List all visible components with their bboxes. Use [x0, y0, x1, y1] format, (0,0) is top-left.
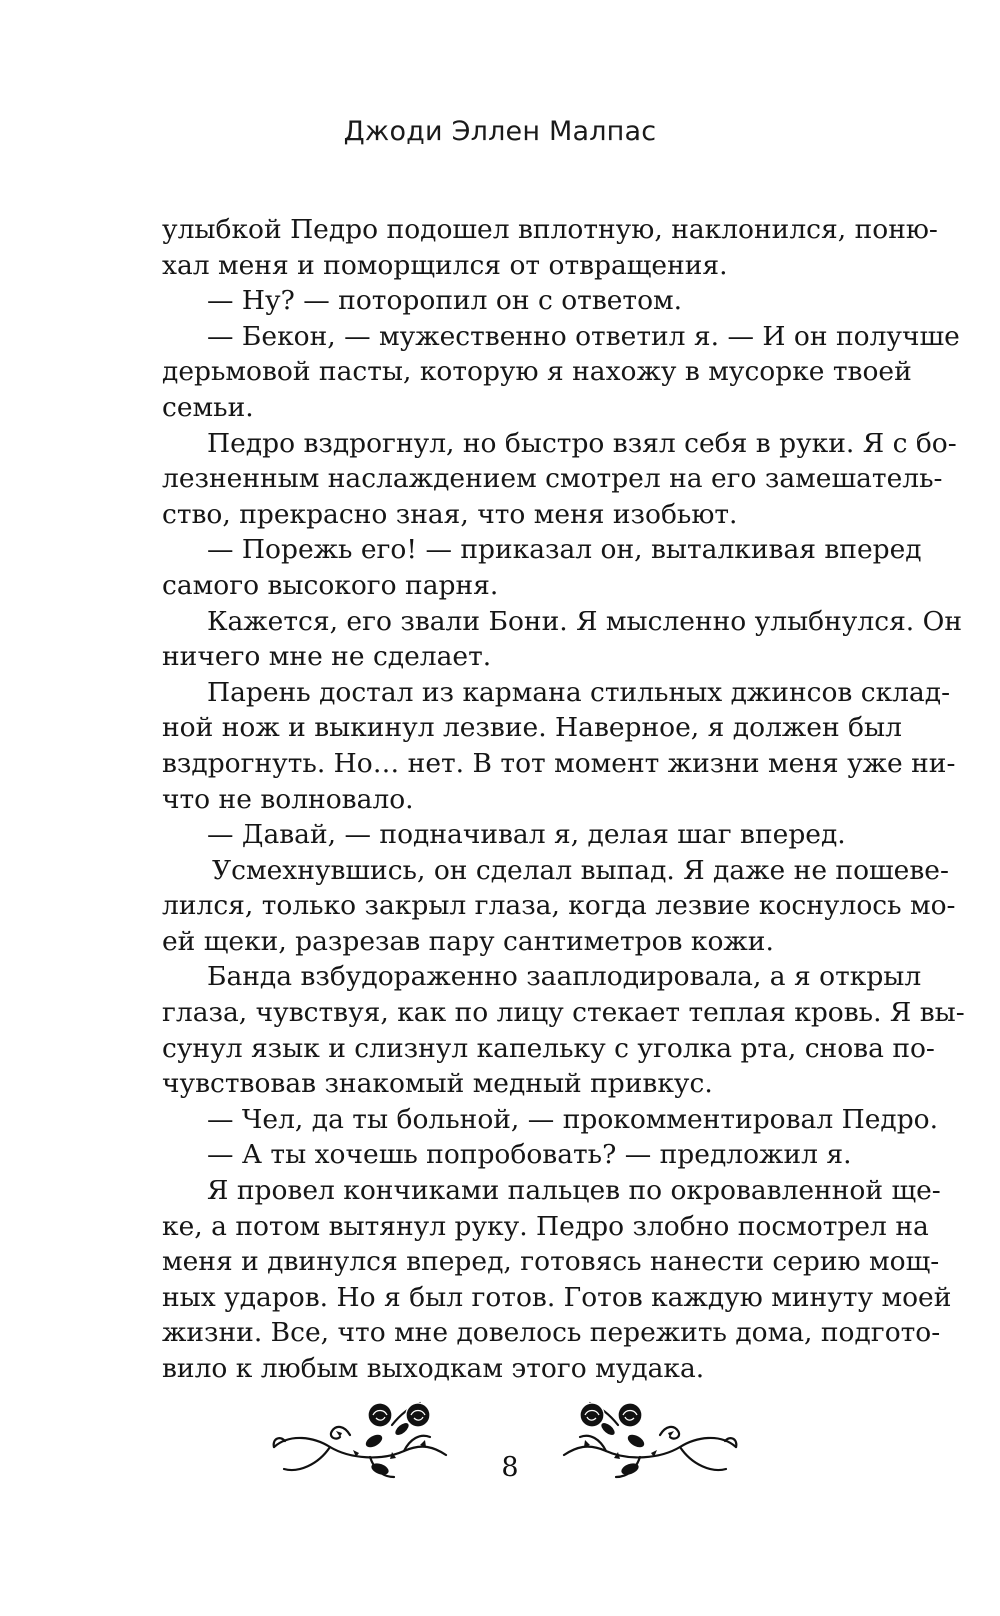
text-line: хал меня и поморщился от отвращения.: [162, 249, 728, 281]
rose-vine-ornament-left-icon: [270, 1385, 450, 1485]
text-line: Кажется, его звали Бони. Я мысленно улыбнулся. Он: [207, 605, 963, 637]
rose-vine-ornament-right-icon: [560, 1385, 740, 1485]
text-line: самого высокого парня.: [162, 569, 499, 601]
text-line: ной нож и выкинул лезвие. Наверное, я должен был: [162, 712, 902, 744]
body-text: [162, 212, 965, 1387]
text-line: дерьмовой пасты, которую я нахожу в мусорке твоей: [162, 356, 912, 388]
text-line: вздрогнуть. Но… нет. В тот момент жизни меня уже ни-: [162, 747, 956, 779]
text-line: меня и двинулся вперед, готовясь нанести серию мощ-: [162, 1246, 940, 1278]
text-line: — Давай, — подначивал я, делая шаг вперед.: [207, 819, 846, 851]
text-line: лезненным наслаждением смотрел на его замешатель-: [162, 463, 943, 495]
running-header-author: Джоди Эллен Малпас: [343, 116, 657, 147]
text-line: семьи.: [162, 391, 254, 423]
text-line: ей щеки, разрезав пару сантиметров кожи.: [162, 925, 774, 957]
text-line: жизни. Все, что мне довелось пережить дома, подгото-: [162, 1317, 941, 1349]
text-line: ничего мне не сделает.: [162, 641, 492, 673]
text-line: что не волновало.: [162, 783, 414, 815]
text-line: вило к любым выходкам этого мудака.: [162, 1353, 705, 1384]
text-line: чувствовав знакомый медный привкус.: [162, 1068, 713, 1100]
text-line: Усмехнувшись, он сделал выпад. Я даже не пошеве-: [212, 854, 949, 886]
text-line: — Ну? — поторопил он с ответом.: [207, 285, 683, 317]
text-line: — Чел, да ты больной, — прокомментировал Педро.: [207, 1103, 939, 1135]
text-line: Парень достал из кармана стильных джинсов склад-: [207, 676, 951, 708]
text-line: глаза, чувствуя, как по лицу стекает теплая кровь. Я вы-: [162, 997, 965, 1029]
text-line: сунул язык и слизнул капельку с уголка рта, снова по-: [162, 1032, 935, 1064]
text-line: Педро вздрогнул, но быстро взял себя в руки. Я с бо-: [207, 427, 957, 459]
text-line: — А ты хочешь попробовать? — предложил я.: [207, 1139, 852, 1171]
text-line: улыбкой Педро подошел вплотную, наклонился, поню-: [162, 214, 938, 245]
page-number: 8: [501, 1452, 519, 1483]
text-line: ство, прекрасно зная, что меня изобьют.: [162, 498, 738, 530]
text-line: — Бекон, — мужественно ответил я. — И он получше: [207, 320, 960, 352]
text-line: Я провел кончиками пальцев по окровавленной ще-: [207, 1175, 941, 1207]
text-line: лился, только закрыл глаза, когда лезвие коснулось мо-: [162, 890, 956, 922]
text-line: — Порежь его! — приказал он, выталкивая вперед: [207, 534, 922, 566]
text-line: ных ударов. Но я был готов. Готов каждую минуту моей: [162, 1281, 952, 1313]
text-line: Банда взбудораженно зааплодировала, а я открыл: [207, 961, 922, 993]
text-line: ке, а потом вытянул руку. Педро злобно посмотрел на: [162, 1210, 929, 1242]
